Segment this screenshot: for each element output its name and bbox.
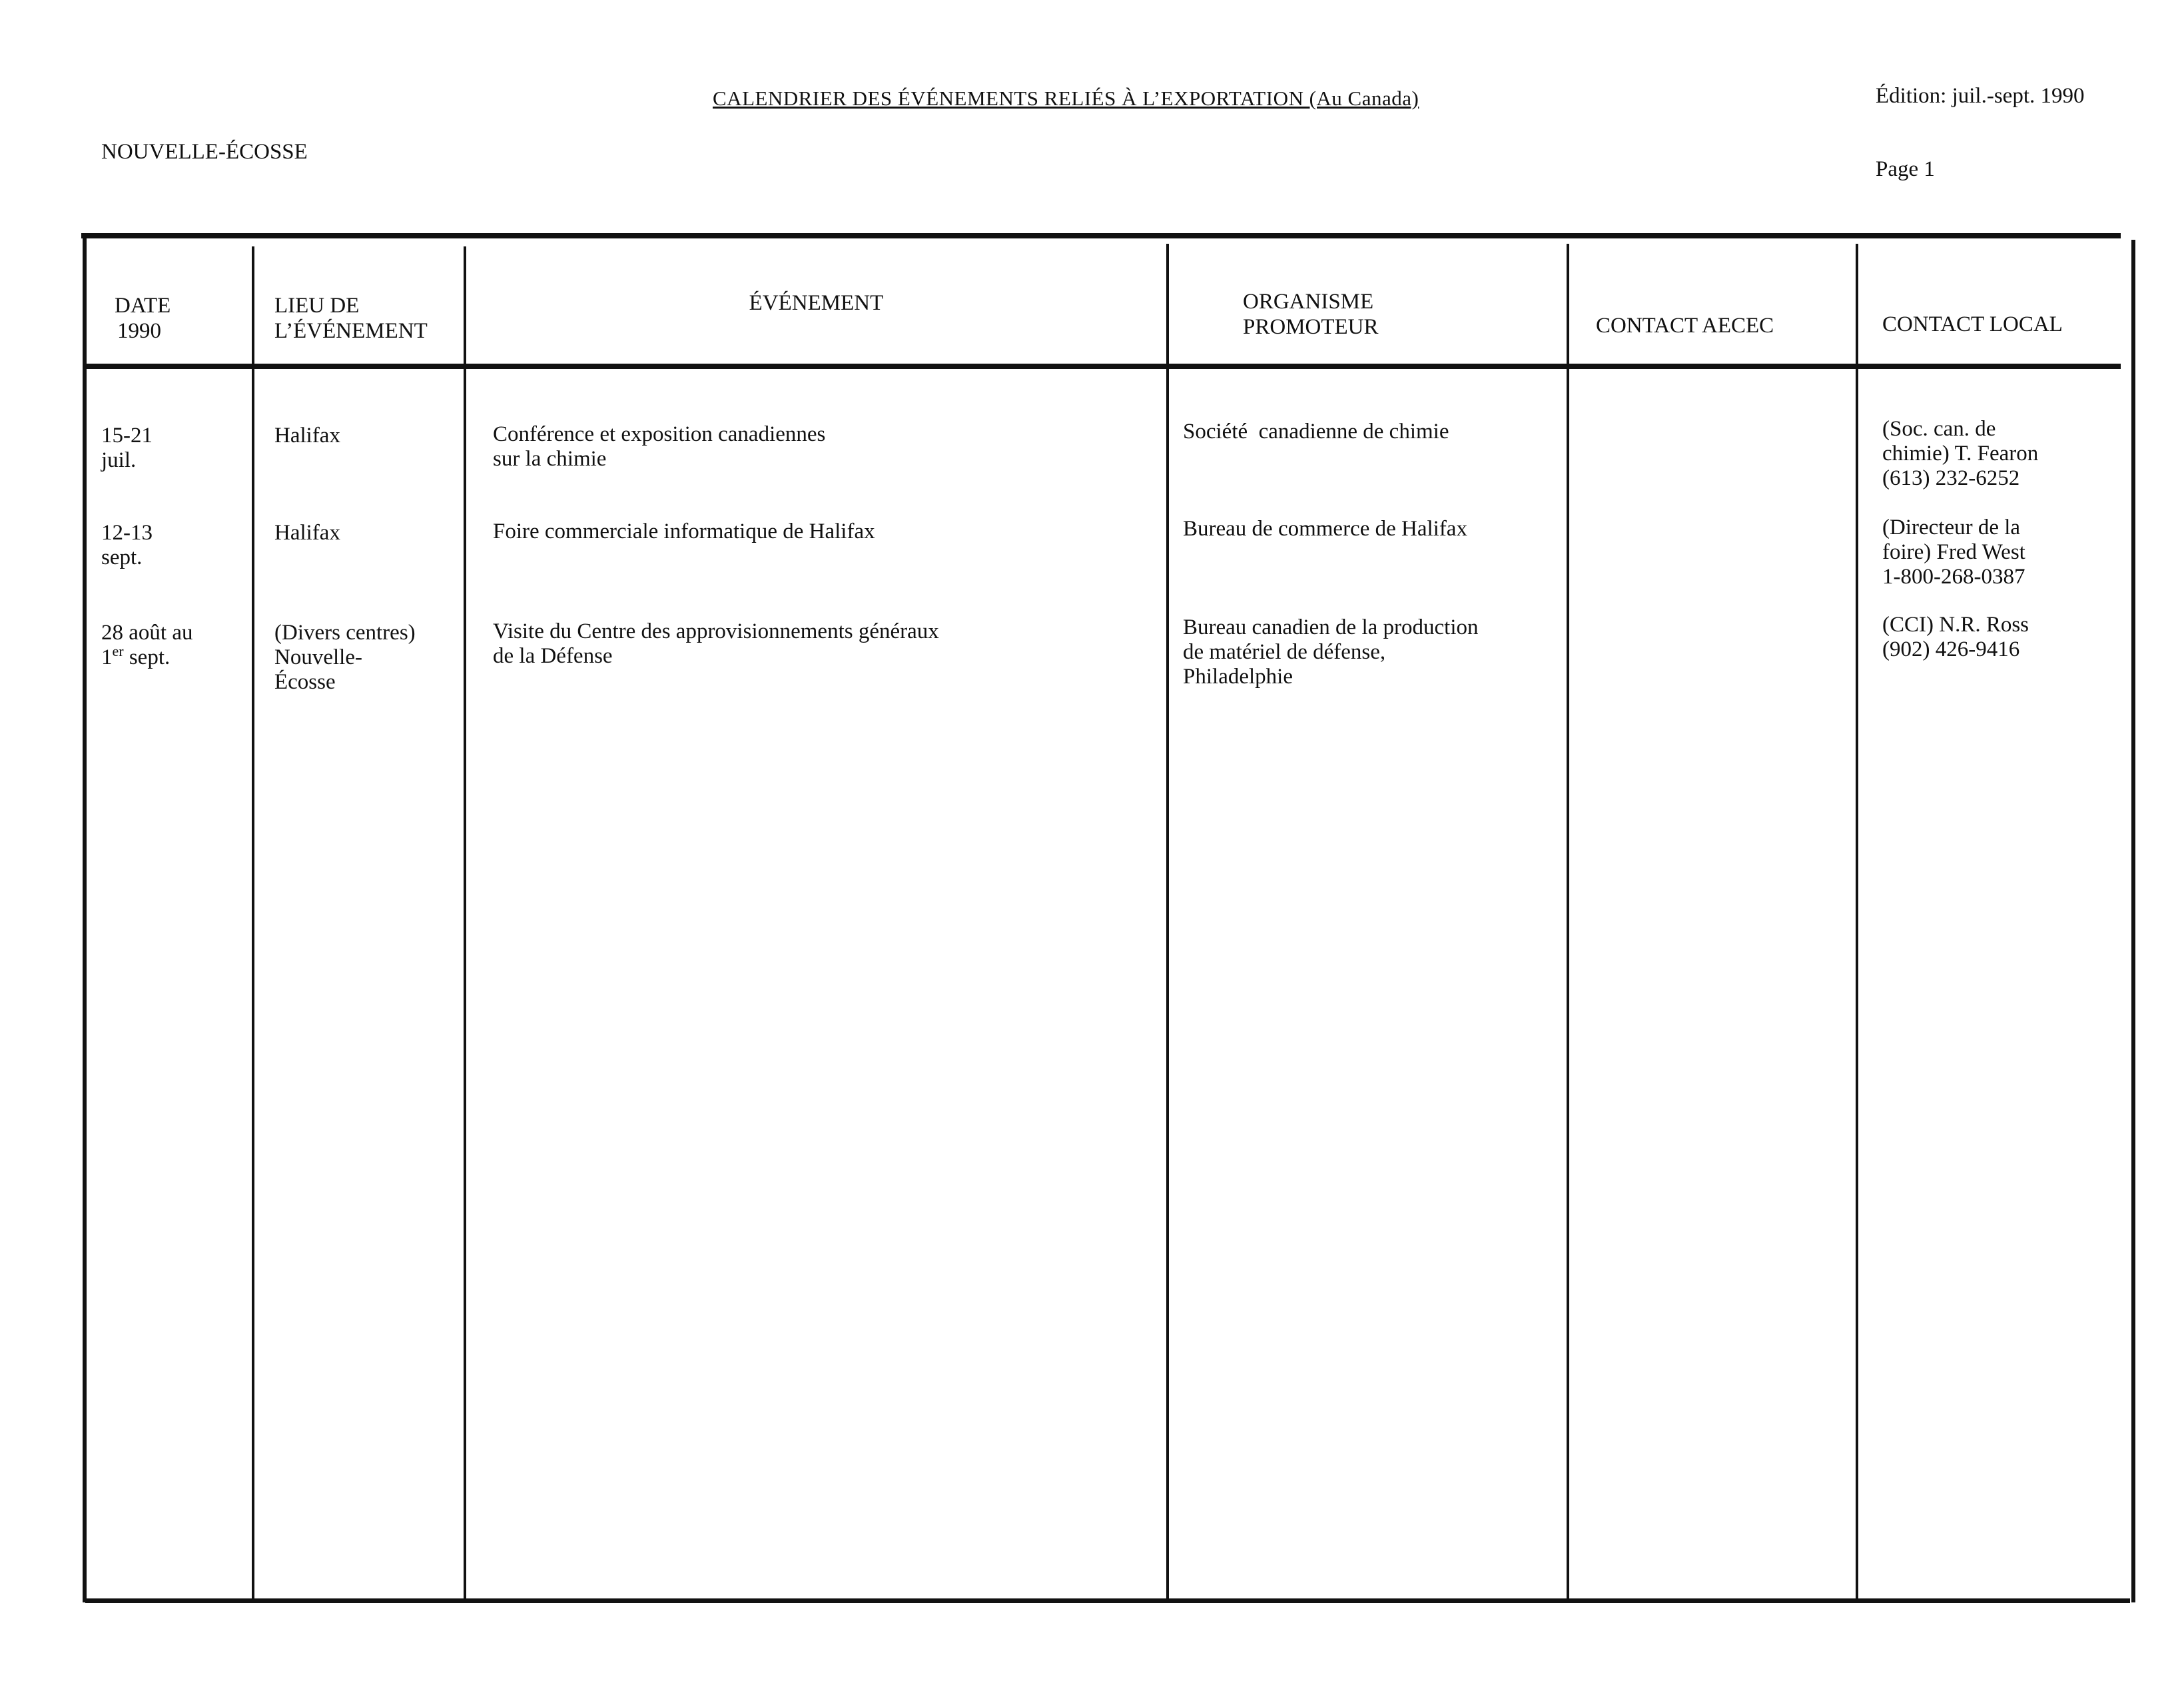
header-text: LIEU DE [274, 294, 360, 318]
cell-text: sept. [101, 545, 143, 569]
cell-text: 15-21 [101, 424, 153, 448]
column-divider [464, 246, 466, 1602]
table-row-lieu [274, 621, 416, 695]
cell-text: chimie) T. Fearon [1882, 442, 2039, 466]
edition-label: Édition: juil.-sept. 1990 [1876, 84, 2085, 108]
table-row-lieu [274, 521, 340, 545]
table-row-evenement [493, 519, 875, 544]
region-label: NOUVELLE-ÉCOSSE [101, 140, 308, 164]
cell-text: (Soc. can. de [1882, 417, 1996, 441]
cell-text: Société canadienne de chimie [1183, 420, 1449, 444]
table-row-date [101, 521, 153, 570]
table-top-rule [81, 233, 2121, 238]
header-divider [85, 364, 2121, 369]
table-row-organisme [1183, 615, 1479, 689]
table-row-organisme [1183, 517, 1467, 541]
cell-text: Visite du Centre des approvisionnements généraux [493, 619, 939, 643]
cell-text: (CCI) N.R. Ross [1882, 613, 2029, 637]
ordinal-suffix: er [112, 643, 124, 659]
cell-text: Philadelphie [1183, 665, 1293, 689]
cell-text: 1 [101, 645, 113, 669]
cell-text: Bureau de commerce de Halifax [1183, 517, 1467, 541]
header-contact-local [1882, 312, 2063, 337]
cell-text: 12-13 [101, 521, 153, 545]
table-row-evenement [493, 619, 939, 669]
column-divider [252, 246, 254, 1602]
cell-text: Halifax [274, 424, 340, 448]
header-organisme [1243, 289, 1379, 340]
cell-text: de la Défense [493, 644, 613, 668]
page-number: Page 1 [1876, 157, 1935, 181]
table-row-contact-local [1882, 613, 2029, 662]
cell-text: sur la chimie [493, 447, 607, 471]
cell-text: de matériel de défense, [1183, 640, 1386, 664]
document-title: CALENDRIER DES ÉVÉNEMENTS RELIÉS À L’EXPORTATION (Au Canada) [713, 87, 1419, 110]
header-text: CONTACT AECEC [1596, 314, 1774, 338]
cell-text: (Directeur de la [1882, 515, 2021, 539]
cell-text: sept. [123, 645, 171, 669]
cell-text [101, 645, 192, 670]
table-row-contact-local [1882, 515, 2025, 589]
table-row-evenement [493, 422, 825, 472]
header-text: L’ÉVÉNEMENT [274, 319, 428, 343]
cell-text: Nouvelle- [274, 645, 362, 669]
header-evenement [466, 290, 1166, 316]
cell-text: foire) Fred West [1882, 540, 2025, 564]
cell-text: 28 août au [101, 621, 193, 645]
column-divider [1166, 244, 1169, 1602]
cell-text: Écosse [274, 670, 336, 694]
column-divider [1856, 244, 1858, 1602]
table-row-date [101, 424, 153, 473]
header-text: PROMOTEUR [1243, 315, 1379, 339]
cell-text: Bureau canadien de la production [1183, 615, 1479, 639]
header-date [115, 293, 171, 344]
cell-text: (902) 426-9416 [1882, 637, 2020, 661]
header-text: ORGANISME [1243, 290, 1374, 314]
cell-text: (Divers centres) [274, 621, 416, 645]
cell-text: Conférence et exposition canadiennes [493, 422, 826, 446]
header-text: 1990 [117, 319, 161, 343]
cell-text: juil. [101, 448, 137, 472]
table-bottom-rule [85, 1598, 2130, 1603]
header-text: DATE [115, 294, 171, 318]
table-left-border [83, 237, 87, 1602]
table-right-border [2131, 240, 2135, 1602]
column-divider [1567, 244, 1569, 1602]
table-row-lieu [274, 424, 340, 448]
header-lieu [274, 293, 428, 344]
table-row-organisme [1183, 420, 1449, 444]
cell-text: 1-800-268-0387 [1882, 565, 2025, 589]
table-row-contact-local [1882, 417, 2038, 491]
header-contact-aecec [1596, 313, 1774, 338]
cell-text: Foire commerciale informatique de Halifax [493, 519, 875, 543]
header-text: CONTACT LOCAL [1882, 312, 2063, 336]
cell-text: (613) 232-6252 [1882, 466, 2020, 490]
table-row-date [101, 621, 192, 670]
cell-text: Halifax [274, 521, 340, 545]
header-text: ÉVÉNEMENT [749, 291, 884, 315]
